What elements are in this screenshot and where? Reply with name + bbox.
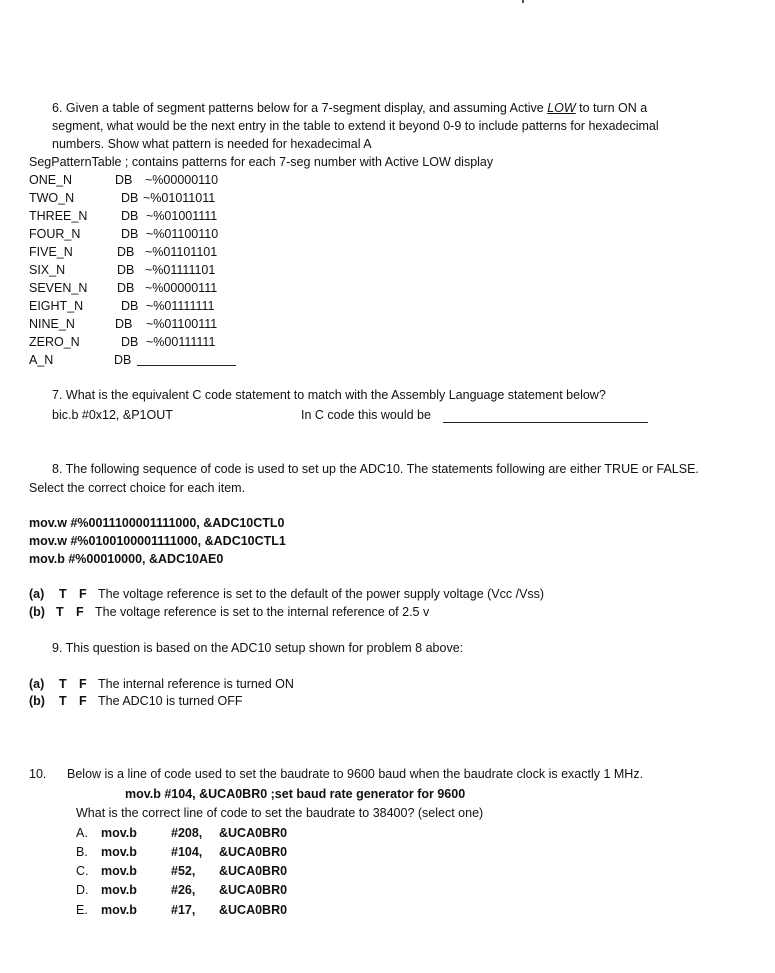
option-register: &UCA0BR0 [219,903,288,917]
segment-pattern-value: ~%01011011 [143,191,216,205]
option-register: &UCA0BR0 [219,883,288,897]
q8-item-b-false[interactable]: F [76,605,84,619]
q9-item-b-true[interactable]: T [59,694,67,708]
option-register: &UCA0BR0 [219,864,288,878]
segment-pattern-value: ~%01001111 [146,209,218,223]
option-opcode: mov.b [101,826,137,840]
q8-code-line: mov.w #%0100100001111000, &ADC10CTL1 [29,534,286,548]
q8-line-2: Select the correct choice for each item. [29,481,246,495]
segment-label: EIGHT_N [29,299,84,313]
option-letter: C. [76,864,89,878]
segment-pattern-value: ~%01100110 [146,227,219,241]
segment-label: ONE_N [29,173,73,187]
segment-label: NINE_N [29,317,75,331]
q8-code-line: mov.w #%0011100001111000, &ADC10CTL0 [29,516,285,530]
option-opcode: mov.b [101,903,137,917]
segment-pattern-value: ~%01111101 [145,263,216,277]
option-opcode: mov.b [101,883,137,897]
segment-pattern-value: ~%00000110 [145,173,219,187]
option-immediate: #208, [171,826,203,840]
db-directive: DB [121,335,139,349]
segment-pattern-value: ~%01101101 [145,245,218,259]
q8-code-line: mov.b #%00010000, &ADC10AE0 [29,552,224,566]
option-immediate: #17, [171,903,196,917]
q8-item-a-false[interactable]: F [79,587,87,601]
segment-label: ZERO_N [29,335,80,349]
q6-emphasis: LOW [547,101,576,115]
q7-answer-blank[interactable] [443,422,648,423]
q6-table-header: SegPatternTable ; contains patterns for each 7-seg number with Active LOW display [29,155,494,169]
segment-pattern-value: ~%00111111 [146,335,216,349]
q10-code: mov.b #104, &UCA0BR0 ;set baud rate generator for 9600 [125,787,466,801]
db-directive: DB [115,173,133,187]
option-opcode: mov.b [101,845,137,859]
q7-prompt: In C code this would be [301,408,431,422]
db-directive: DB [117,263,135,277]
q9-item-a-true[interactable]: T [59,677,67,691]
db-directive: DB [117,245,135,259]
q8-item-a-text: The voltage reference is set to the default of the power supply voltage (Vcc /Vss) [98,587,545,601]
q10-line-1: Below is a line of code used to set the baudrate to 9600 baud when the baudrate clock is exactly 1 MHz. [67,767,644,781]
q7-assembly: bic.b #0x12, &P1OUT [52,408,173,422]
db-directive: DB [121,209,139,223]
q8-line-1: 8. The following sequence of code is used to set up the ADC10. The statements following are either TRUE or FALSE. [52,462,699,476]
segment-label: FOUR_N [29,227,81,241]
option-immediate: #52, [171,864,196,878]
q6-text-a: 6. Given a table of segment patterns below for a 7-segment display, and assuming Active [52,101,548,115]
q8-item-b-true[interactable]: T [56,605,64,619]
q8-item-b-text: The voltage reference is set to the internal reference of 2.5 v [95,605,430,619]
db-directive: DB [117,281,135,295]
segment-label: SEVEN_N [29,281,88,295]
q6-text-b: to turn ON a [575,101,648,115]
option-register: &UCA0BR0 [219,845,288,859]
q8-item-a-true[interactable]: T [59,587,67,601]
q6-line-1 [52,101,647,116]
db-directive: DB [121,227,139,241]
q10-question: What is the correct line of code to set the baudrate to 38400? (select one) [76,806,484,820]
q9-item-a-label: (a) [29,677,45,691]
db-directive: DB [114,353,132,367]
scan-mark [522,0,524,3]
segment-label: TWO_N [29,191,75,205]
q9-item-b-text: The ADC10 is turned OFF [98,694,243,708]
q9-question: 9. This question is based on the ADC10 setup shown for problem 8 above: [52,641,464,655]
db-directive: DB [121,299,139,313]
q8-item-b-label: (b) [29,605,45,619]
option-immediate: #26, [171,883,196,897]
segment-label: THREE_N [29,209,88,223]
option-opcode: mov.b [101,864,137,878]
q9-item-a-text: The internal reference is turned ON [98,677,294,691]
q8-item-a-label: (a) [29,587,45,601]
segment-pattern-value: ~%01100111 [146,317,218,331]
q9-item-a-false[interactable]: F [79,677,87,691]
option-register: &UCA0BR0 [219,826,288,840]
db-directive: DB [121,191,139,205]
answer-blank-a-n[interactable] [137,365,236,366]
segment-label: A_N [29,353,54,367]
option-letter: E. [76,903,88,917]
segment-label: SIX_N [29,263,66,277]
option-immediate: #104, [171,845,203,859]
q9-item-b-false[interactable]: F [79,694,87,708]
q6-line-3: numbers. Show what pattern is needed for hexadecimal A [52,137,372,151]
segment-pattern-value: ~%00000111 [145,281,218,295]
option-letter: B. [76,845,88,859]
option-letter: A. [76,826,88,840]
segment-label: FIVE_N [29,245,73,259]
option-letter: D. [76,883,89,897]
q10-number: 10. [29,767,47,781]
segment-pattern-value: ~%01111111 [146,299,215,313]
q7-question: 7. What is the equivalent C code statement to match with the Assembly Language statement below? [52,388,606,402]
q6-line-2: segment, what would be the next entry in the table to extend it beyond 0-9 to include patterns for hexadecimal [52,119,659,133]
q9-item-b-label: (b) [29,694,45,708]
db-directive: DB [115,317,133,331]
